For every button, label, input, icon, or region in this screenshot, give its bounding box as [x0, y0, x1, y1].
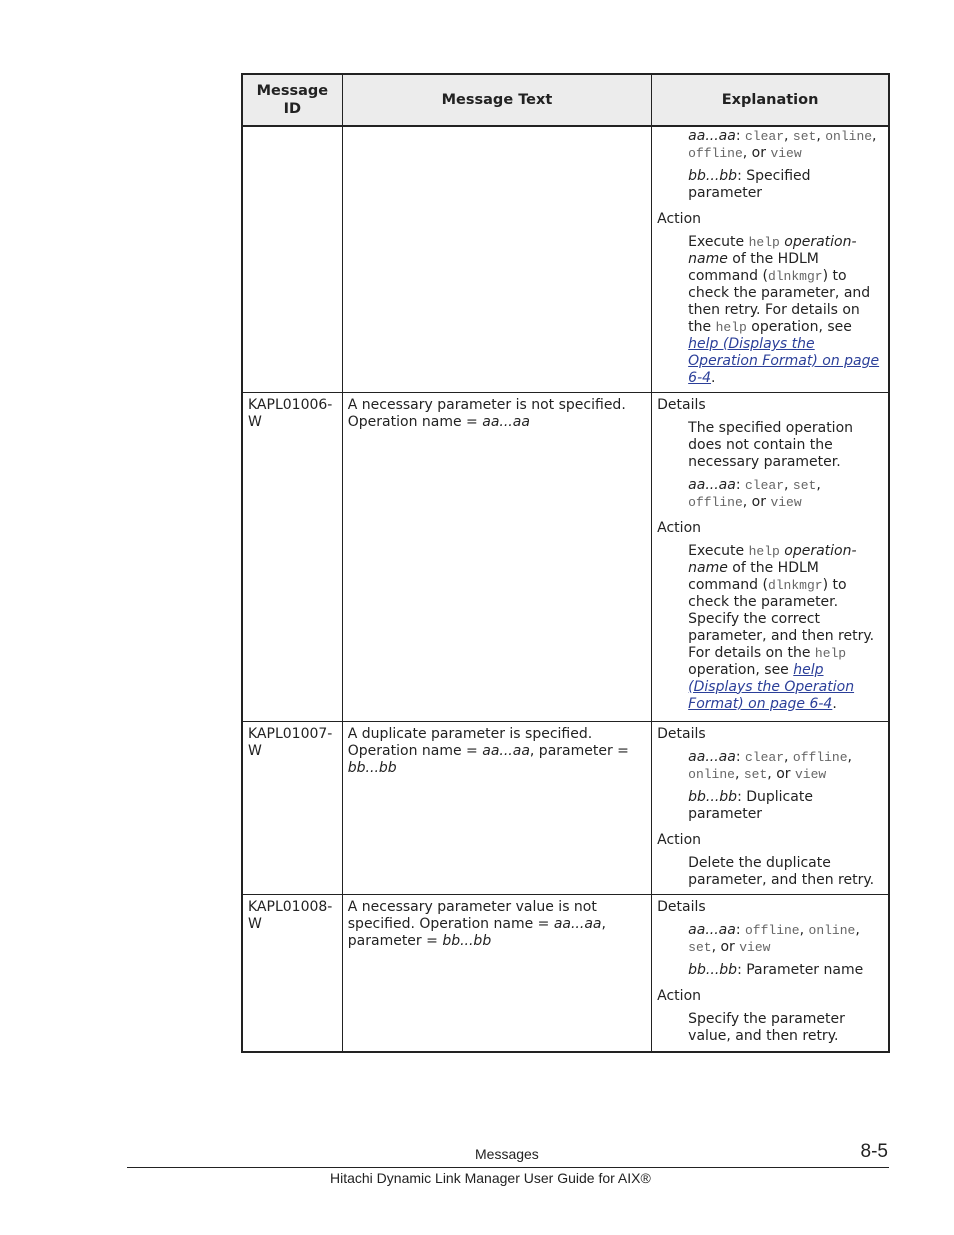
header-message-id: Message ID — [242, 74, 342, 126]
table-header-row — [242, 74, 889, 126]
action-heading: Action — [657, 831, 702, 848]
action-heading: Action — [657, 987, 702, 1004]
aa-values: aa...aa: clear, set, online, offline, or view — [688, 128, 877, 161]
message-table — [241, 73, 890, 1053]
message-text-cell: A necessary parameter value is not specified. Operation name = aa...aa, parameter = bb...bb — [342, 894, 651, 1052]
aa-values: aa...aa: clear, set, offline, or view — [688, 476, 821, 510]
header-explanation: Explanation — [652, 74, 889, 126]
action-heading: Action — [657, 211, 702, 227]
message-id-cell — [242, 126, 342, 392]
explanation-cell — [652, 392, 889, 721]
action-text: Execute help operation-name of the HDLM command (dlnkmgr) to check the parameter, and then retry. For details on the help operation, see help (Displays the Operation Format) on page 6-4. — [688, 234, 880, 386]
footer-divider — [127, 1167, 889, 1168]
action-text: Execute help operation-name of the HDLM command (dlnkmgr) to check the parameter. Specify the correct parameter, and then retry. For details on the help operation, see help (Displays the Operation Format) on page 6-4. — [688, 542, 875, 712]
message-text-cell: A duplicate parameter is specified. Operation name = aa...aa, parameter = bb...bb — [342, 721, 651, 894]
details-heading: Details — [657, 898, 706, 915]
table-row — [242, 721, 889, 894]
aa-values: aa...aa: offline, online, set, or view — [688, 921, 860, 955]
action-heading: Action — [657, 519, 702, 536]
bb-values: bb...bb: Parameter name — [688, 961, 864, 978]
help-format-link[interactable]: help (Displays the Operation Format) on page 6-4 — [688, 661, 855, 712]
action-text: Specify the parameter value, and then retry. — [688, 1010, 845, 1044]
table-row — [242, 392, 889, 721]
help-format-link[interactable]: help (Displays the Operation Format) on page 6-4 — [688, 336, 880, 386]
explanation-cell — [652, 126, 889, 392]
aa-values: aa...aa: clear, offline, online, set, or view — [688, 748, 852, 782]
message-id-cell: KAPL01008-W — [242, 894, 342, 1052]
table-row — [242, 126, 889, 392]
explanation-cell — [652, 894, 889, 1052]
header-message-text: Message Text — [342, 74, 651, 126]
explanation-cell — [652, 721, 889, 894]
footer-book-title: Hitachi Dynamic Link Manager User Guide for AIX® — [330, 1170, 651, 1186]
details-heading: Details — [657, 396, 706, 413]
action-text: Delete the duplicate parameter, and then retry. — [688, 854, 875, 888]
message-text-cell — [342, 126, 651, 392]
footer-section-title: Messages — [475, 1146, 539, 1162]
bb-values: bb...bb: Specified parameter — [688, 168, 811, 201]
message-id-cell: KAPL01006-W — [242, 392, 342, 721]
details-heading: Details — [657, 725, 706, 742]
message-text-cell: A necessary parameter is not specified. Operation name = aa...aa — [342, 392, 651, 721]
details-text: The specified operation does not contain the necessary parameter. — [688, 419, 854, 470]
bb-values: bb...bb: Duplicate parameter — [688, 788, 813, 822]
message-id-cell: KAPL01007-W — [242, 721, 342, 894]
table-row — [242, 894, 889, 1052]
page-number: 8-5 — [860, 1141, 888, 1162]
